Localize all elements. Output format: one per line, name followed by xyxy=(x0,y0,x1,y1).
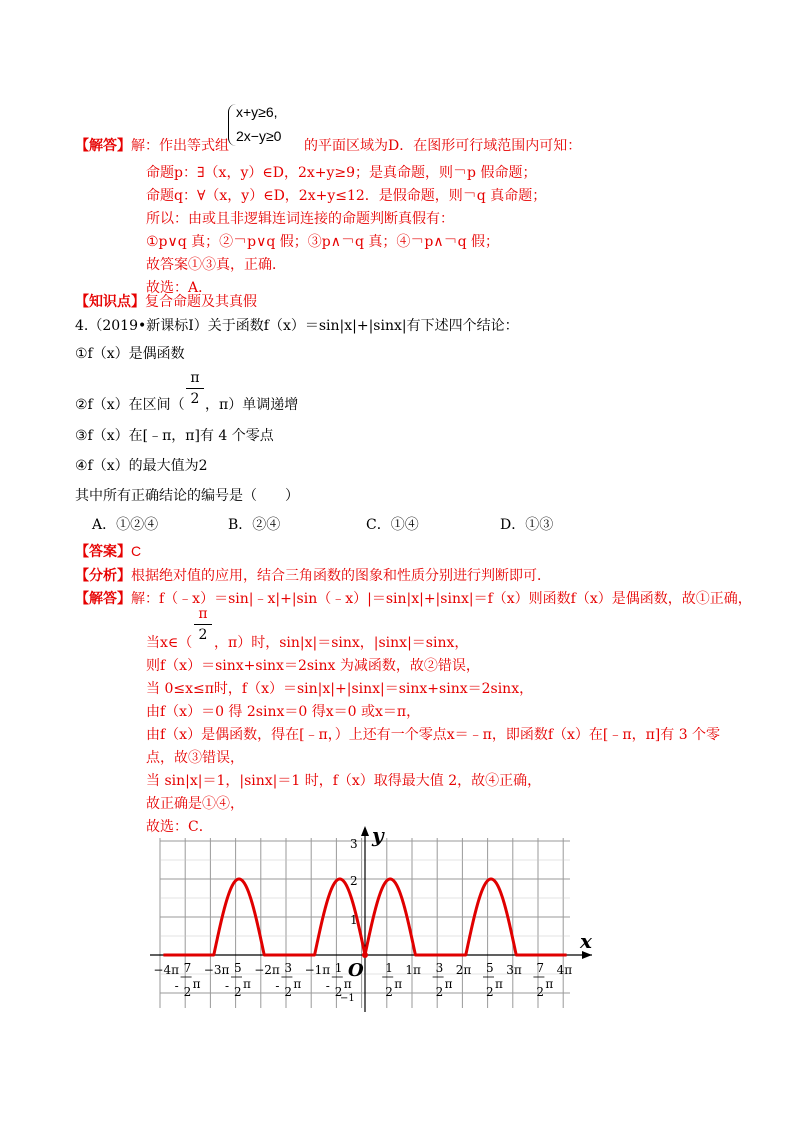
x-tick-label: - xyxy=(174,979,179,993)
solution-after-system: 的平面区域为D．在图形可行域范围内可知： xyxy=(304,138,582,154)
x-tick-label: 4π xyxy=(556,963,573,977)
x-axis-label: x xyxy=(580,929,592,953)
solution-line: 故答案①③真，正确． xyxy=(146,257,286,273)
solution-line: 则f（x）＝sinx+sinx＝2sinx 为减函数，故②错误， xyxy=(146,658,480,674)
y-tick-label: 1 xyxy=(350,913,358,927)
y-axis-label: y xyxy=(372,823,384,847)
x-tick-label: 2 xyxy=(435,985,444,999)
x-tick-label: - xyxy=(225,979,230,993)
solution-line-1: 解：f（﹣x）＝sin|﹣x|+|sin（﹣x）|＝sin|x|+|sinx|＝f（x）则函数f（x）是偶函数，故①正确， xyxy=(131,591,752,607)
x-tick-label: π xyxy=(444,977,453,991)
analysis-tag: 【分析】 xyxy=(75,568,131,584)
x-tick-label: 5 xyxy=(486,961,494,975)
statement-4: ④f（x）的最大值为2 xyxy=(75,458,208,474)
solution-line: 由f（x）＝0 得 2sinx＝0 得x＝0 或x＝π， xyxy=(146,704,421,720)
statement-2-before: ②f（x）在区间（ xyxy=(75,397,185,413)
x-tick-label: π xyxy=(192,977,201,991)
x-tick-label: 3 xyxy=(435,961,444,975)
solution-line: 当 sin|x|＝1，|sinx|＝1 时，f（x）取得最大值 2，故④正确， xyxy=(146,773,542,789)
y-tick-label: 3 xyxy=(350,837,358,851)
x-tick-label: 5 xyxy=(234,961,242,975)
knowledge-tag: 【知识点】 xyxy=(75,294,145,310)
analysis-text: 根据绝对值的应用，结合三角函数的图象和性质分别进行判断即可． xyxy=(131,568,551,584)
solution-line: 故正确是①④， xyxy=(146,796,244,812)
solution-line: 当 0≤x≤π时，f（x）＝sin|x|+|sinx|＝sinx+sinx＝2sinx， xyxy=(146,681,534,697)
x-tick-label: −3π xyxy=(203,963,230,977)
x-tick-label: 2 xyxy=(234,985,242,999)
fraction-pi-over-2: π 2 xyxy=(186,370,204,407)
question-stem: 4.（2019•新课标Ⅰ）关于函数f（x）＝sin|x|+|sinx|有下述四个结论： xyxy=(75,318,519,334)
question-prompt: 其中所有正确结论的编号是（ ） xyxy=(75,488,299,504)
x-tick-label: 2 xyxy=(486,985,494,999)
y-tick-label: −1 xyxy=(340,993,355,1004)
choice-d[interactable]: D．①③ xyxy=(500,517,554,533)
x-tick-label: 2π xyxy=(455,963,472,977)
statement-1: ①f（x）是偶函数 xyxy=(75,346,185,362)
x-tick-label: - xyxy=(325,979,330,993)
x-tick-label: π xyxy=(243,977,251,991)
solution-line: 故选：C． xyxy=(146,819,213,835)
solution-line: 所以：由或且非逻辑连词连接的命题判断真假有： xyxy=(146,211,454,227)
x-tick-label: 1 xyxy=(334,961,343,975)
choice-c[interactable]: C．①④ xyxy=(366,517,419,533)
x-tick-label: 3 xyxy=(284,961,293,975)
x-tick-label: 1π xyxy=(405,963,421,977)
x-tick-label: π xyxy=(343,977,352,991)
x-tick-label: π xyxy=(293,977,302,991)
x-tick-label: −1π xyxy=(304,963,331,977)
solution-tag: 【解答】 xyxy=(75,138,131,154)
solution-line-2-before: 当x∈（ xyxy=(146,635,193,651)
solution-tag: 【解答】 xyxy=(75,591,131,607)
origin-label: O xyxy=(348,960,364,981)
choice-a[interactable]: A．①②④ xyxy=(92,517,159,533)
x-tick-label: 7 xyxy=(183,961,192,975)
solution-line: 点，故③错误， xyxy=(146,750,244,766)
solution-lead: 解：作出等式组 xyxy=(131,138,229,154)
statement-2-after: ，π）单调递增 xyxy=(205,397,299,413)
x-tick-label: π xyxy=(545,977,554,991)
system-line-1: x+y≥6, xyxy=(236,104,278,120)
x-tick-label: −4π xyxy=(153,963,179,977)
answer-tag: 【答案】 xyxy=(75,544,131,560)
x-tick-label: 2 xyxy=(334,985,343,999)
answer-text: C xyxy=(131,543,142,559)
choice-b[interactable]: B．②④ xyxy=(228,517,281,533)
statement-3: ③f（x）在[﹣π，π]有 4 个零点 xyxy=(75,428,274,444)
solution-line: ①p∨q 真；②￢p∨q 假；③p∧￢q 真；④￢p∧￢q 假； xyxy=(146,234,500,250)
x-tick-label: - xyxy=(275,979,280,993)
knowledge-text: 复合命题及其真假 xyxy=(145,294,257,310)
solution-line: 故选：A． xyxy=(146,280,213,296)
solution-line: 由f（x）是偶函数，得在[﹣π，）上还有一个零点x＝﹣π，即函数f（x）在[﹣π，π]有 3 个零 xyxy=(146,727,721,743)
x-tick-label: 7 xyxy=(536,961,545,975)
x-tick-label: 3π xyxy=(506,963,522,977)
solution-line: 命题p：∃（x，y）∈D，2x+y≥9；是真命题，则￢p 假命题； xyxy=(146,165,537,181)
x-tick-label: 2 xyxy=(183,985,192,999)
y-tick-label: 2 xyxy=(350,874,358,888)
x-tick-label: 2 xyxy=(385,985,393,999)
solution-line: 命题q：∀（x，y）∈D，2x+y≤12．是假命题，则￢q 真命题； xyxy=(146,188,547,204)
origin-point xyxy=(362,952,368,958)
x-tick-label: 1 xyxy=(385,961,393,975)
x-tick-label: π xyxy=(394,977,403,991)
x-tick-label: −2π xyxy=(254,963,280,977)
fraction-pi-over-2-solution: π 2 xyxy=(194,606,212,643)
x-tick-label: 2 xyxy=(536,985,545,999)
x-tick-label: 2 xyxy=(284,985,293,999)
x-tick-label: π xyxy=(495,977,503,991)
solution-line-2-after: ，π）时，sin|x|＝sinx，|sinx|＝sinx， xyxy=(214,635,469,651)
y-axis-arrow xyxy=(361,826,369,836)
system-line-2: 2x−y≥0 xyxy=(236,128,282,144)
